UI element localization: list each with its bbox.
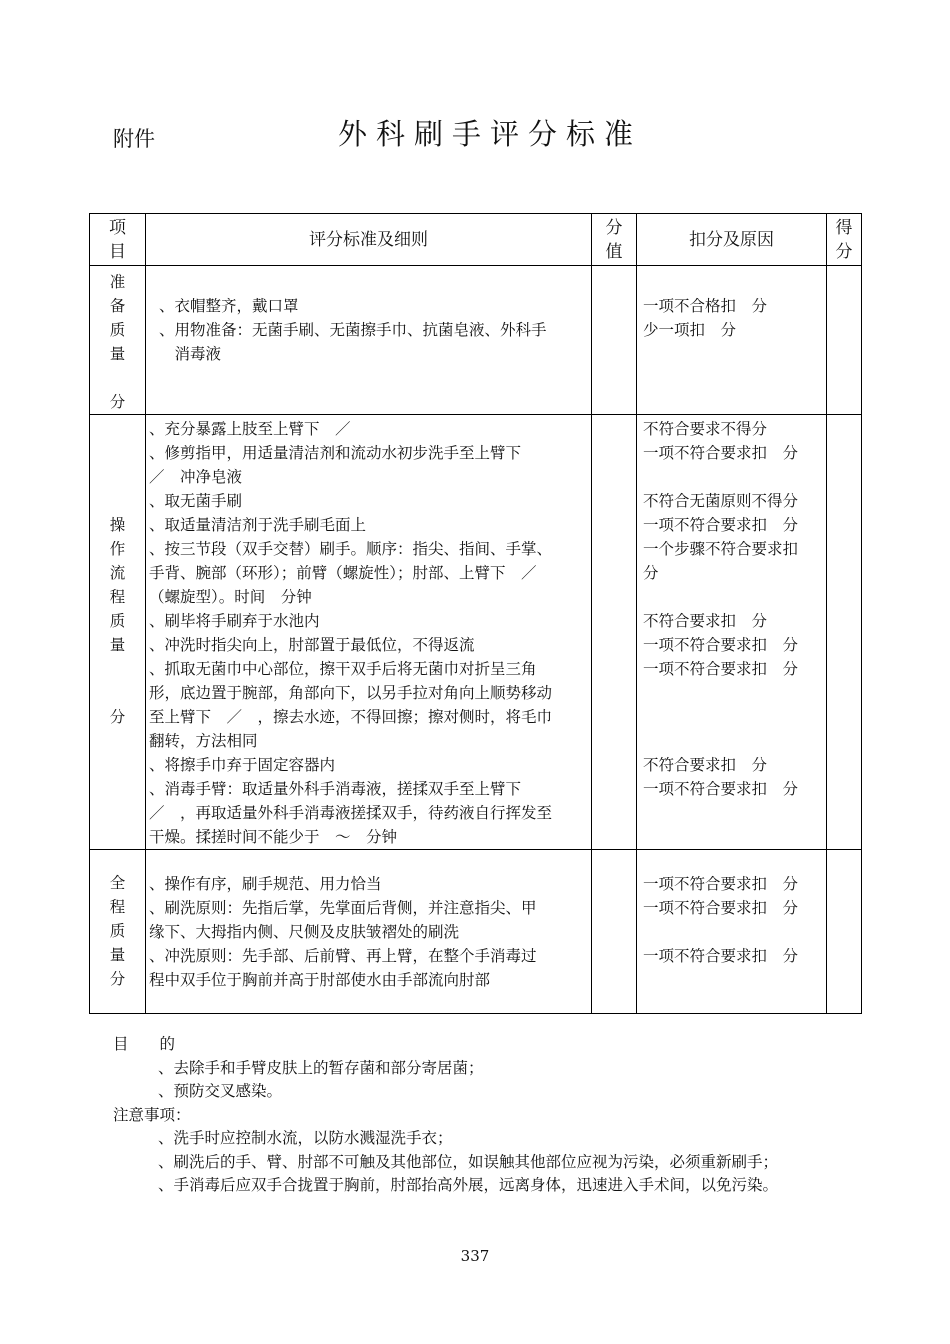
section-label-char bbox=[104, 681, 132, 705]
section-label-char bbox=[104, 657, 132, 681]
section-label-char: 准 bbox=[109, 273, 126, 291]
deduction-line bbox=[643, 705, 826, 729]
table-header-row bbox=[90, 214, 862, 266]
criteria-line: 、衣帽整齐，戴口罩 bbox=[159, 297, 299, 315]
deduction-line bbox=[643, 729, 826, 753]
section-label-char: 程 bbox=[109, 588, 126, 606]
purpose-item: 、预防交叉感染。 bbox=[158, 1082, 283, 1100]
section-label-char: 操 bbox=[109, 516, 126, 534]
criteria-line: 、刷毕将手刷弃于水池内 bbox=[149, 612, 320, 630]
purpose-item: 、去除手和手臂皮肤上的暂存菌和部分寄居菌； bbox=[158, 1058, 484, 1077]
criteria-line: 形，底边置于腕部，角部向下，以另手拉对角向上顺势移动 bbox=[149, 684, 553, 702]
deduction-line: 一项不符合要求扣 分 bbox=[643, 899, 799, 917]
section-label-char: 流 bbox=[109, 564, 126, 582]
section-label-char: 量 bbox=[109, 946, 126, 964]
criteria-line: 翻转，方法相同 bbox=[149, 732, 258, 750]
deduction-line bbox=[643, 465, 826, 489]
deduction-line: 一项不符合要求扣 分 bbox=[643, 660, 799, 678]
deduction-line: 不符合要求扣 分 bbox=[643, 612, 768, 630]
table-row bbox=[90, 415, 862, 850]
points-cell bbox=[592, 415, 637, 850]
criteria-cell bbox=[146, 266, 592, 415]
header-criteria: 评分标准及细则 bbox=[146, 214, 592, 266]
section-label bbox=[90, 266, 146, 415]
section-label-char: 分 bbox=[109, 970, 126, 988]
table-row bbox=[90, 266, 862, 415]
deduction-cell bbox=[637, 266, 827, 415]
deduction-line bbox=[643, 681, 826, 705]
criteria-line: 程中双手位于胸前并高于肘部使水由手部流向肘部 bbox=[149, 971, 491, 989]
section-label bbox=[90, 850, 146, 1014]
attachment-label: 附件 bbox=[113, 127, 155, 151]
section-label-char: 程 bbox=[109, 898, 126, 916]
criteria-line: ／ ，再取适量外科手消毒液搓揉双手，待药液自行挥发至 bbox=[149, 804, 553, 822]
header-deduction: 扣分及原因 bbox=[637, 214, 827, 266]
criteria-line: 、消毒手臂：取适量外科手消毒液，搓揉双手至上臂下 bbox=[149, 780, 522, 798]
purpose-title: 目 的 bbox=[113, 1035, 176, 1053]
section-label-char: 质 bbox=[109, 922, 126, 940]
criteria-line: 、将擦手巾弃于固定容器内 bbox=[149, 756, 336, 774]
section-label bbox=[90, 415, 146, 850]
score-cell bbox=[827, 415, 862, 850]
criteria-line: 、用物准备：无菌手刷、无菌擦手巾、抗菌皂液、外科手 bbox=[159, 321, 547, 339]
section-label-char: 备 bbox=[109, 297, 126, 315]
section-label-char: 作 bbox=[109, 540, 126, 558]
criteria-line: 手背、腕部（环形）；前臂（螺旋性）；肘部、上臂下 ／ bbox=[149, 564, 537, 582]
deduction-line: 一项不符合要求扣 分 bbox=[643, 875, 799, 893]
table-row bbox=[90, 850, 862, 1014]
deduction-line: 一项不符合要求扣 分 bbox=[643, 780, 799, 798]
criteria-cell bbox=[146, 850, 592, 1014]
deduction-line: 不符合要求扣 分 bbox=[643, 756, 768, 774]
deduction-line: 不符合要求不得分 bbox=[643, 420, 768, 438]
scoring-table bbox=[89, 213, 862, 1014]
deduction-line: 一项不合格扣 分 bbox=[643, 297, 768, 315]
deduction-line: 不符合无菌原则不得分 bbox=[643, 492, 799, 510]
deduction-cell bbox=[637, 415, 827, 850]
section-label-char: 量 bbox=[109, 345, 126, 363]
header-item: 项 目 bbox=[90, 214, 146, 266]
criteria-line: 缘下、大拇指内侧、尺侧及皮肤皱褶处的刷洗 bbox=[149, 923, 460, 941]
deduction-line: 一项不符合要求扣 分 bbox=[643, 516, 799, 534]
points-cell bbox=[592, 266, 637, 415]
criteria-line: 、取适量清洁剂于洗手刷毛面上 bbox=[149, 516, 367, 534]
criteria-line: 、充分暴露上肢至上臂下 ／ bbox=[149, 420, 351, 438]
page-number: 337 bbox=[460, 1247, 490, 1265]
deduction-line: 一项不符合要求扣 分 bbox=[643, 444, 799, 462]
deduction-line bbox=[643, 920, 826, 944]
score-cell bbox=[827, 850, 862, 1014]
section-label-char: 全 bbox=[109, 874, 126, 892]
caution-item: 、洗手时应控制水流，以防水溅湿洗手衣； bbox=[158, 1129, 453, 1147]
section-label-char bbox=[104, 366, 132, 390]
criteria-line: 、按三节段（双手交替）刷手。顺序：指尖、指间、手掌、 bbox=[149, 540, 553, 558]
criteria-cell bbox=[146, 415, 592, 850]
caution-title: 注意事项： bbox=[113, 1105, 191, 1124]
criteria-line: 消毒液 bbox=[159, 345, 222, 363]
criteria-line: 、刷洗原则：先指后掌，先掌面后背侧，并注意指尖、甲 bbox=[149, 899, 537, 917]
deduction-line: 一个步骤不符合要求扣 bbox=[643, 540, 799, 558]
deduction-line: 少一项扣 分 bbox=[643, 321, 737, 339]
section-label-char: 质 bbox=[109, 612, 126, 630]
criteria-line: 至上臂下 ／ ，擦去水迹，不得回擦；擦对侧时，将毛巾 bbox=[149, 708, 553, 726]
notes-section bbox=[113, 1033, 778, 1198]
deduction-line: 一项不符合要求扣 分 bbox=[643, 947, 799, 965]
header-points: 分 值 bbox=[592, 214, 637, 266]
header-score: 得 分 bbox=[827, 214, 862, 266]
section-label-char: 量 bbox=[109, 636, 126, 654]
criteria-line: 、修剪指甲，用适量清洁剂和流动水初步洗手至上臂下 bbox=[149, 444, 522, 462]
points-cell bbox=[592, 850, 637, 1014]
criteria-line: （螺旋型）。时间 分钟 bbox=[149, 588, 312, 606]
caution-item: 、手消毒后应双手合拢置于胸前，肘部抬高外展，远离身体，迅速进入手术间，以免污染。 bbox=[158, 1176, 779, 1194]
score-cell bbox=[827, 266, 862, 415]
criteria-line: 、冲洗原则：先手部、后前臂、再上臂，在整个手消毒过 bbox=[149, 947, 537, 965]
deduction-line bbox=[643, 585, 826, 609]
criteria-line: 、操作有序，刷手规范、用力恰当 bbox=[149, 875, 382, 893]
deduction-line: 一项不符合要求扣 分 bbox=[643, 636, 799, 654]
criteria-line: 、冲洗时指尖向上，肘部置于最低位，不得返流 bbox=[149, 636, 475, 654]
deduction-cell bbox=[637, 850, 827, 1014]
criteria-line: 、抓取无菌巾中心部位，擦干双手后将无菌巾对折呈三角 bbox=[149, 660, 537, 678]
page-title: 外科刷手评分标准 bbox=[337, 117, 642, 151]
criteria-line: 干燥。揉搓时间不能少于 ～ 分钟 bbox=[149, 828, 398, 846]
deduction-line: 分 bbox=[643, 564, 659, 582]
caution-item: 、刷洗后的手、臂、肘部不可触及其他部位，如误触其他部位应视为污染，必须重新刷手； bbox=[158, 1152, 779, 1171]
section-label-char: 分 bbox=[109, 393, 126, 411]
section-label-char: 分 bbox=[109, 708, 126, 726]
criteria-line: ／ 冲净皂液 bbox=[149, 468, 243, 486]
section-label-char: 质 bbox=[109, 321, 126, 339]
criteria-line: 、取无菌手刷 bbox=[149, 492, 243, 510]
